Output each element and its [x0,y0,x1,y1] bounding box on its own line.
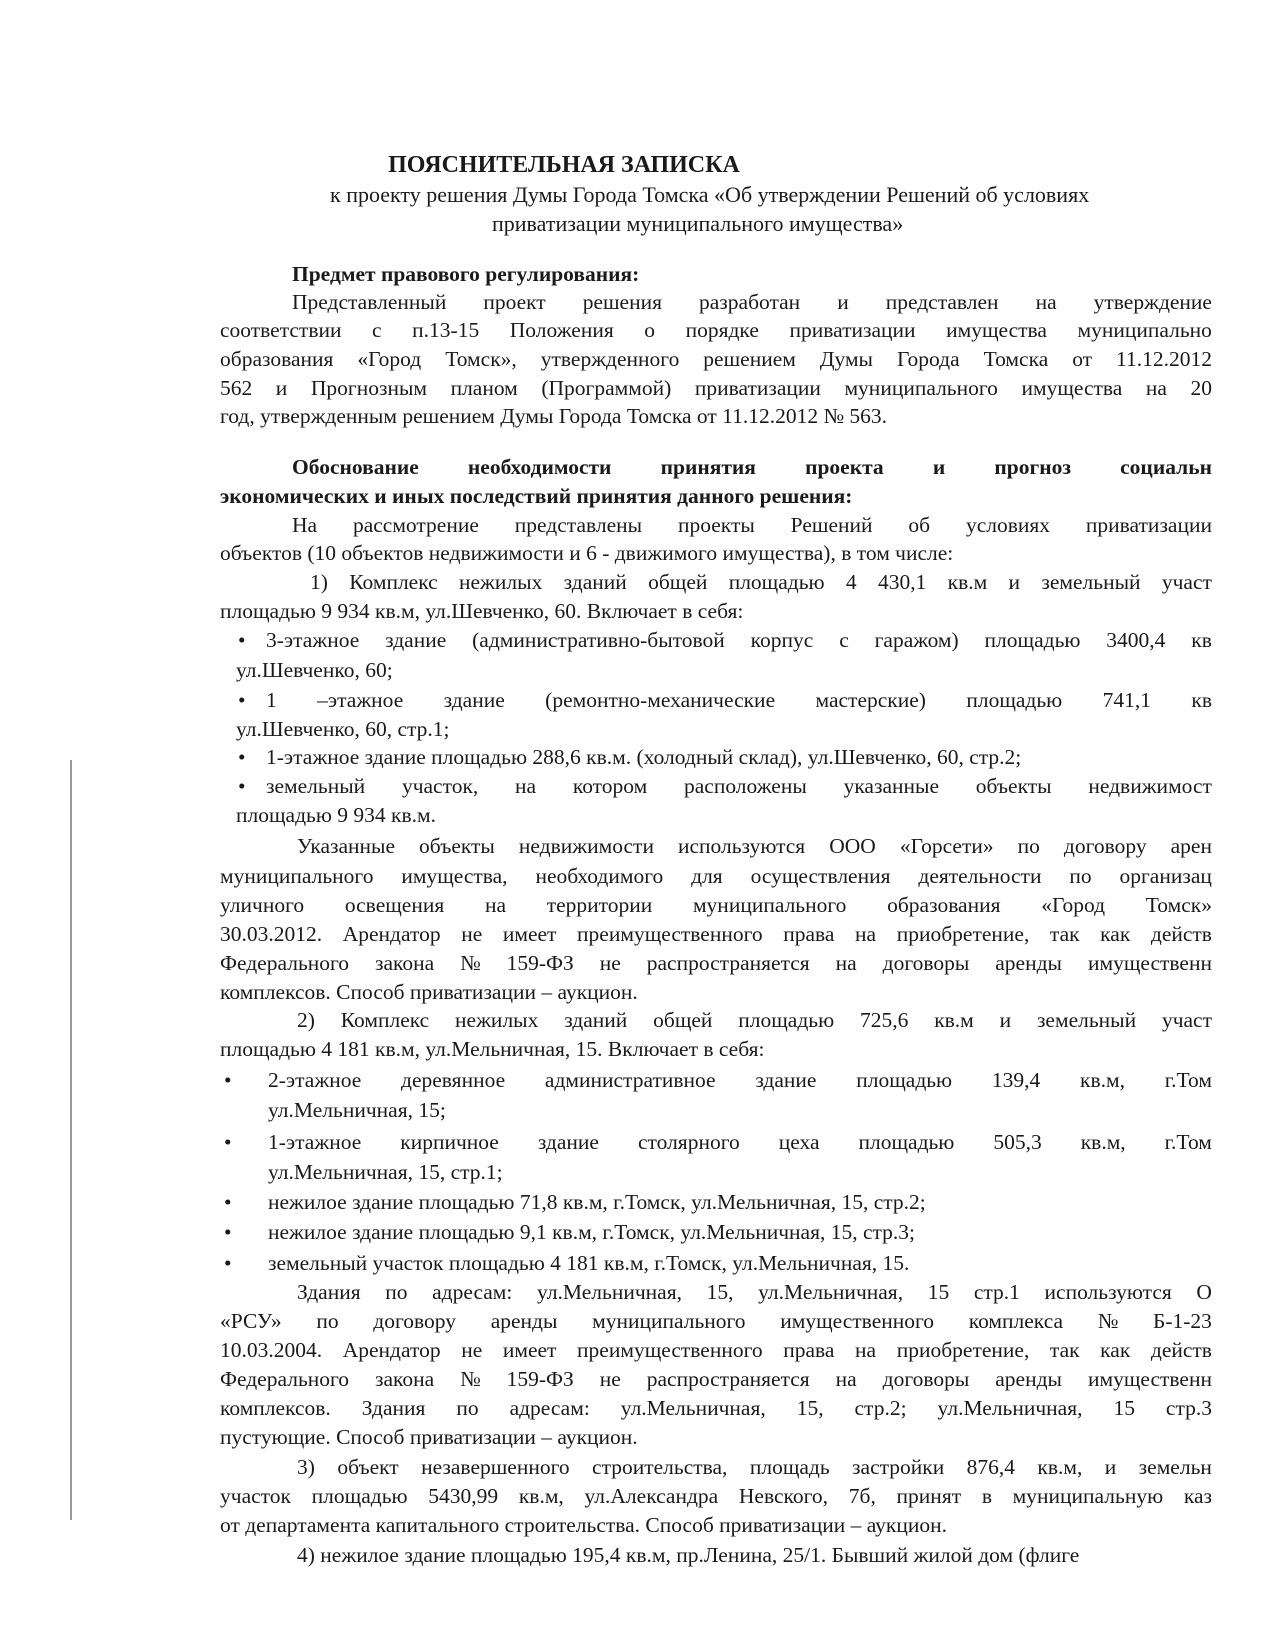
list-item-line: нежилое здание площадью 71,8 кв.м, г.Томск, ул.Мельничная, 15, стр.2; [268,1190,926,1214]
list-item-line: нежилое здание площадью 9,1 кв.м, г.Томск, ул.Мельничная, 15, стр.3; [268,1220,916,1244]
section-heading-line: Обоснование необходимости принятия проекта и прогноз социальн [292,455,1212,479]
list-item-line: 1 –этажное здание (ремонтно-механические мастерские) площадью 741,1 кв [266,688,1212,712]
section-heading-line: экономических и иных последствий принятия данного решения: [220,484,853,508]
list-item-line: 2-этажное деревянное административное здание площадью 139,4 кв.м, г.Том [268,1068,1212,1092]
bullet-marker: • [238,774,246,798]
body-text-line: образования «Город Томск», утвержденного решением Думы Города Томска от 11.12.2012 [220,347,1212,371]
bullet-marker: • [224,1190,232,1214]
bullet-marker: • [238,745,246,769]
body-text-line: 4) нежилое здание площадью 195,4 кв.м, пр.Ленина, 25/1. Бывший жилой дом (флиге [297,1543,1080,1567]
body-text-line: комплексов. Здания по адресам: ул.Мельничная, 15, стр.2; ул.Мельничная, 15 стр.3 [220,1396,1212,1420]
section-heading-line: Предмет правового регулирования: [292,262,640,286]
body-text-line: Федерального закона № 159-ФЗ не распространяется на договоры аренды имущественн [220,1367,1212,1391]
body-text-line: 562 и Прогнозным планом (Программой) приватизации муниципального имущества на 20 [220,376,1212,400]
document-title: ПОЯСНИТЕЛЬНАЯ ЗАПИСКА [388,152,740,178]
bullet-marker: • [224,1130,232,1154]
body-text-line: 2) Комплекс нежилых зданий общей площадью 725,6 кв.м и земельный участ [297,1008,1212,1032]
body-text-line: Представленный проект решения разработан и представлен на утверждение [292,290,1212,314]
body-text-line: 10.03.2004. Арендатор не имеет преимущественного права на приобретение, так как действ [220,1338,1212,1362]
list-item-line: земельный участок площадью 4 181 кв.м, г.Томск, ул.Мельничная, 15. [268,1251,910,1275]
body-text-line: комплексов. Способ приватизации – аукцион. [220,980,638,1004]
body-text-line: Федерального закона № 159-ФЗ не распространяется на договоры аренды имущественн [220,951,1212,975]
body-text-line: уличного освещения на территории муниципального образования «Город Томск» [220,893,1212,917]
body-text-line: соответствии с п.13-15 Положения о порядке приватизации имущества муниципально [220,318,1212,342]
scan-edge-line [70,760,72,1520]
bullet-marker: • [224,1068,232,1092]
list-item-line: 3-этажное здание (административно-бытовой корпус с гаражом) площадью 3400,4 кв [266,628,1212,652]
body-text-line: ул.Шевченко, 60; [236,658,393,682]
list-item-line: 1-этажное здание площадью 288,6 кв.м. (холодный склад), ул.Шевченко, 60, стр.2; [266,745,1022,769]
body-text-line: ул.Мельничная, 15; [268,1098,446,1122]
body-text-line: участок площадью 5430,99 кв.м, ул.Александра Невского, 7б, принят в муниципальную каз [220,1484,1212,1508]
body-text-line: ул.Шевченко, 60, стр.1; [236,717,450,741]
list-item-line: земельный участок, на котором расположены указанные объекты недвижимост [266,774,1212,798]
body-text-line: площадью 4 181 кв.м, ул.Мельничная, 15. Включает в себя: [220,1037,765,1061]
bullet-marker: • [238,688,246,712]
body-text-line: Указанные объекты недвижимости используются ООО «Горсети» по договору арен [297,834,1212,858]
body-text-line: 3) объект незавершенного строительства, площадь застройки 876,4 кв.м, и земельн [297,1455,1212,1479]
body-text-line: год, утвержденным решением Думы Города Томска от 11.12.2012 № 563. [220,404,887,428]
document-subtitle-line-2: приватизации муниципального имущества» [492,211,904,236]
body-text-line: площадью 9 934 кв.м. [236,803,436,827]
body-text-line: Здания по адресам: ул.Мельничная, 15, ул.Мельничная, 15 стр.1 используются О [297,1280,1212,1304]
bullet-marker: • [224,1220,232,1244]
body-text-line: площадью 9 934 кв.м, ул.Шевченко, 60. Включает в себя: [220,599,744,623]
body-text-line: 1) Комплекс нежилых зданий общей площадью 4 430,1 кв.м и земельный участ [310,570,1212,594]
body-text-line: ул.Мельничная, 15, стр.1; [268,1160,503,1184]
document-subtitle-line-1: к проекту решения Думы Города Томска «Об утверждении Решений об условиях [330,182,1090,207]
bullet-marker: • [238,628,246,652]
body-text-line: На рассмотрение представлены проекты Решений об условиях приватизации [292,513,1212,537]
bullet-marker: • [224,1251,232,1275]
body-text-line: пустующие. Способ приватизации – аукцион. [220,1425,638,1449]
body-text-line: муниципального имущества, необходимого для осуществления деятельности по организац [220,864,1212,888]
body-text-line: «РСУ» по договору аренды муниципального имущественного комплекса № Б-1-23 [220,1309,1212,1333]
body-text-line: 30.03.2012. Арендатор не имеет преимущественного права на приобретение, так как действ [220,922,1212,946]
body-text-line: от департамента капитального строительства. Способ приватизации – аукцион. [220,1513,948,1537]
body-text-line: объектов (10 объектов недвижимости и 6 - движимого имущества), в том числе: [220,541,954,565]
list-item-line: 1-этажное кирпичное здание столярного цеха площадью 505,3 кв.м, г.Том [268,1130,1212,1154]
